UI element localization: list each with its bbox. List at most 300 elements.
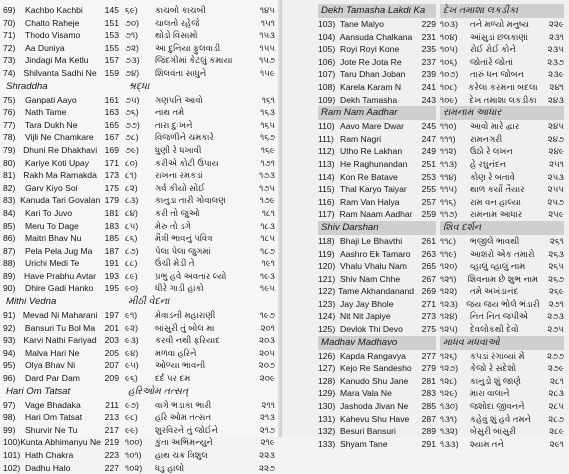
entry-page: ૧૫૫ bbox=[259, 42, 275, 53]
entry-number: ૧૧૯) bbox=[440, 248, 457, 259]
entry-title: Meru To Dage bbox=[25, 220, 79, 231]
entry-title: નાથ તમે bbox=[155, 107, 185, 118]
index-entry bbox=[440, 196, 564, 209]
entry-page: ૨૭૩ bbox=[547, 311, 564, 322]
index-entry bbox=[125, 94, 275, 107]
entry-number: 107) bbox=[318, 69, 336, 80]
section-heading: Shiv Darshan bbox=[318, 221, 436, 235]
entry-page: ૨૫૫ bbox=[547, 184, 564, 195]
entry-page: 201 bbox=[104, 322, 119, 333]
entry-title: ઉંચી મેડી તે bbox=[155, 258, 195, 269]
entry-title: શ્યામ તને bbox=[470, 438, 504, 449]
index-entry bbox=[318, 350, 436, 363]
index-entry bbox=[125, 194, 275, 207]
entry-number: ૮૬) bbox=[125, 233, 138, 244]
entry-title: દેવલોકથી દેવો bbox=[470, 324, 519, 335]
index-entry bbox=[125, 157, 275, 170]
entry-number: 99) bbox=[3, 424, 16, 435]
entry-number: ૧૧૩) bbox=[440, 158, 458, 169]
index-entry bbox=[3, 67, 119, 80]
entry-title: મેરુ તો ડગે bbox=[155, 220, 191, 231]
entry-page: ૨૩૫ bbox=[547, 44, 564, 55]
entry-number: 128) bbox=[318, 375, 336, 386]
entry-page: ૨૬૫ bbox=[548, 261, 564, 272]
index-entry bbox=[440, 43, 564, 56]
entry-page: ૨૬૯ bbox=[549, 286, 564, 297]
right-gujarati-index bbox=[440, 4, 564, 450]
entry-page: ૨૪૩ bbox=[547, 94, 564, 105]
entry-page: 277 bbox=[421, 350, 436, 361]
entry-page: 155 bbox=[104, 42, 119, 53]
entry-page: 253 bbox=[421, 171, 436, 182]
index-entry bbox=[318, 260, 436, 273]
index-entry bbox=[125, 119, 275, 132]
entry-number: ૧૦૪) bbox=[440, 31, 458, 42]
entry-title: ઉઠો રે લખન bbox=[470, 146, 513, 157]
entry-page: 251 bbox=[421, 158, 436, 169]
entry-page: 195 bbox=[104, 283, 119, 294]
index-entry bbox=[318, 133, 436, 146]
entry-number: ૮૦) bbox=[125, 157, 138, 168]
index-entry bbox=[440, 208, 564, 221]
entry-page: ૧૭૯ bbox=[259, 195, 275, 206]
entry-page: 257 bbox=[421, 196, 436, 207]
index-entry bbox=[125, 282, 275, 295]
index-entry bbox=[3, 372, 119, 385]
entry-title: હરિ ઓમ તત્સત bbox=[155, 412, 212, 423]
entry-number: 102) bbox=[3, 462, 21, 473]
entry-number: 72) bbox=[3, 42, 16, 53]
entry-title: Olya Bhav Ni bbox=[25, 360, 76, 371]
entry-number: 130) bbox=[318, 401, 336, 412]
index-entry bbox=[125, 424, 275, 437]
index-entry bbox=[318, 387, 436, 400]
entry-title: Kejo Re Sandesho bbox=[340, 363, 412, 374]
entry-number: ૧૧૦) bbox=[440, 121, 457, 132]
index-entry bbox=[125, 359, 275, 372]
index-entry bbox=[440, 235, 564, 248]
entry-title: Dhuni Re Dhakhavi bbox=[23, 144, 98, 155]
entry-number: ૮૨) bbox=[125, 182, 138, 193]
entry-page: ૨૩૭ bbox=[547, 56, 564, 67]
entry-number: ૧૦૨) bbox=[125, 462, 143, 473]
entry-page: 153 bbox=[104, 30, 119, 41]
entry-number: 111) bbox=[318, 133, 334, 144]
index-entry bbox=[440, 425, 564, 438]
entry-page: ૧૯૭ bbox=[259, 310, 275, 321]
entry-page: 271 bbox=[421, 298, 436, 309]
entry-title: Vage Bhadaka bbox=[25, 399, 81, 410]
entry-number: 90) bbox=[3, 283, 16, 294]
entry-number: 96) bbox=[3, 373, 16, 384]
entry-page: ૧૫૩ bbox=[259, 30, 275, 41]
entry-number: ૧૦૬) bbox=[440, 56, 458, 67]
entry-title: કાચબો કાચબી bbox=[155, 5, 206, 15]
section-heading: મીઠી વેદના bbox=[128, 296, 170, 308]
entry-title: મૈત્રી ભાવનું પવિત્ર bbox=[155, 233, 213, 244]
entry-title: કાનુડા તારી ગોવાલણ bbox=[155, 195, 226, 206]
entry-title: Nath Tame bbox=[25, 107, 67, 118]
entry-number: ૭૦) bbox=[125, 17, 140, 28]
index-entry bbox=[318, 31, 436, 44]
entry-title: જય જય ભોલે ભંડારી bbox=[466, 298, 540, 309]
entry-number: 71) bbox=[3, 30, 16, 41]
entry-number: 113) bbox=[318, 158, 335, 169]
index-entry bbox=[3, 436, 119, 449]
entry-title: શિવનામ છે શુભ નામ bbox=[467, 273, 539, 284]
index-entry bbox=[318, 438, 436, 451]
entry-title: ધુણી રે ધખાવી bbox=[155, 144, 202, 155]
entry-title: Ram Nagri bbox=[340, 133, 382, 144]
entry-number: 92) bbox=[3, 322, 16, 333]
index-entry bbox=[125, 220, 275, 233]
index-entry bbox=[318, 208, 436, 221]
entry-title: Urichi Medi Te bbox=[25, 258, 80, 269]
index-entry bbox=[440, 298, 564, 311]
index-entry bbox=[318, 81, 436, 94]
index-entry bbox=[440, 310, 564, 323]
entry-title: Vhalu Vhalu Nam bbox=[340, 261, 407, 272]
entry-number: 69) bbox=[3, 5, 16, 15]
entry-number: ૧૩૧) bbox=[440, 413, 458, 424]
entry-title: Nit Nit Japiye bbox=[340, 311, 391, 322]
entry-number: 115) bbox=[318, 184, 335, 195]
entry-page: ૨૮૧ bbox=[550, 375, 564, 386]
index-entry bbox=[3, 131, 119, 144]
entry-title: Aa Duniya bbox=[25, 42, 65, 53]
entry-page: ૨૫૧ bbox=[549, 158, 564, 169]
entry-number: ૭૨) bbox=[125, 42, 139, 53]
entry-number: ૧૨૬) bbox=[440, 350, 457, 361]
entry-page: ૧૮૫ bbox=[260, 233, 275, 244]
entry-page: ૧૫૭ bbox=[259, 55, 275, 66]
index-entry bbox=[3, 17, 119, 30]
entry-title: Bansuri Tu Bol Ma bbox=[24, 322, 96, 333]
entry-number: ૭૮) bbox=[125, 132, 139, 143]
index-entry bbox=[318, 171, 436, 184]
index-entry bbox=[3, 220, 119, 233]
entry-number: 133) bbox=[318, 438, 336, 449]
entry-title: Rakh Ma Ramakda bbox=[23, 170, 97, 181]
entry-title: Jay Jay Bhole bbox=[340, 298, 394, 309]
entry-page: 281 bbox=[421, 375, 436, 386]
entry-page: ૨૬૩ bbox=[548, 248, 564, 259]
entry-title: કોણ રે બતાવે bbox=[470, 171, 515, 182]
entry-number: ૧૦૧) bbox=[125, 450, 142, 460]
index-entry bbox=[125, 169, 275, 182]
entry-title: ચાલતો રહેજે bbox=[155, 17, 200, 28]
entry-number: 116) bbox=[318, 196, 335, 207]
index-entry bbox=[3, 106, 119, 119]
entry-page: ૨૮૫ bbox=[548, 401, 564, 412]
entry-number: ૯૮) bbox=[125, 412, 138, 423]
index-entry bbox=[3, 194, 119, 207]
index-entry bbox=[318, 18, 436, 31]
entry-page: ૧૬૧ bbox=[261, 94, 275, 105]
entry-number: 124) bbox=[318, 311, 336, 322]
entry-title: મારા વાલાને bbox=[470, 388, 510, 399]
index-entry bbox=[3, 359, 119, 372]
entry-title: He Raghunandan bbox=[340, 158, 408, 169]
index-entry bbox=[440, 120, 564, 133]
entry-title: Maitri Bhav Nu bbox=[25, 233, 82, 244]
entry-page: 197 bbox=[104, 310, 119, 321]
index-entry bbox=[3, 207, 119, 220]
index-entry bbox=[3, 144, 119, 157]
entry-number: 95) bbox=[3, 360, 16, 371]
index-entry bbox=[318, 413, 436, 426]
index-entry bbox=[440, 400, 564, 413]
entry-title: Tane Malyo bbox=[340, 19, 384, 29]
index-entry bbox=[318, 375, 436, 388]
entry-title: Royi Royi Kone bbox=[340, 44, 400, 55]
section-heading: Hari Om Tatsat bbox=[6, 385, 71, 397]
index-entry bbox=[3, 157, 119, 170]
entry-number: ૧૨૮) bbox=[440, 375, 457, 386]
entry-title: Devlok Thi Devo bbox=[340, 324, 403, 335]
entry-number: ૧૦૮) bbox=[440, 81, 457, 92]
entry-number: ૮૪) bbox=[125, 207, 138, 218]
entry-number: 127) bbox=[318, 363, 336, 374]
entry-number: 117) bbox=[318, 209, 335, 220]
entry-page: 235 bbox=[421, 44, 436, 55]
index-entry bbox=[318, 248, 436, 261]
entry-page: ૨૩૯ bbox=[548, 69, 564, 80]
index-entry bbox=[125, 232, 275, 245]
entry-title: હાથ ચક્ર ત્રિશુલ bbox=[155, 450, 208, 460]
entry-number: 86) bbox=[3, 233, 16, 244]
index-entry bbox=[318, 196, 436, 209]
entry-title: ધીરે ગાડી હાંકો bbox=[155, 283, 204, 294]
entry-number: 93) bbox=[3, 335, 16, 346]
index-entry bbox=[3, 449, 119, 462]
entry-page: 185 bbox=[104, 233, 119, 244]
right-page bbox=[282, 0, 569, 449]
entry-page: 169 bbox=[104, 144, 119, 155]
entry-title: પેલા પેલા જુગમાં bbox=[155, 245, 211, 256]
entry-number: ૧૨૭) bbox=[440, 363, 459, 374]
index-entry bbox=[3, 282, 119, 295]
index-entry bbox=[125, 347, 275, 360]
entry-page: ૧૬૩ bbox=[260, 107, 275, 118]
entry-title: વાગે ભડાકા ભારી bbox=[155, 399, 212, 410]
entry-page: 287 bbox=[421, 413, 436, 424]
entry-number: 84) bbox=[3, 207, 16, 218]
entry-title: Hari Om Tatsat bbox=[25, 412, 83, 423]
entry-page: ૧૯૧ bbox=[261, 258, 275, 269]
entry-number: 101) bbox=[3, 450, 21, 460]
entry-number: ૭૬) bbox=[125, 107, 139, 118]
entry-page: ૧૬૭ bbox=[260, 132, 275, 143]
index-entry bbox=[125, 131, 275, 144]
index-entry bbox=[318, 120, 436, 133]
entry-title: રામનગરી bbox=[470, 133, 503, 144]
entry-title: ધડુ હાલો bbox=[155, 462, 185, 473]
entry-number: ૧૨૧) bbox=[440, 273, 457, 284]
entry-title: તારા દુઃખને bbox=[155, 119, 193, 130]
entry-title: Mevad Ni Maharani bbox=[22, 310, 98, 321]
entry-title: Bhaji Le Bhavthi bbox=[340, 235, 403, 246]
entry-page: 275 bbox=[421, 324, 436, 335]
entry-number: ૧૦૯) bbox=[440, 94, 458, 105]
entry-number: 79) bbox=[3, 144, 16, 155]
entry-number: ૯૩) bbox=[125, 335, 139, 346]
entry-title: Vijli Ne Chamkare bbox=[25, 132, 94, 143]
section-heading: Shraddha bbox=[6, 80, 48, 92]
index-entry bbox=[440, 171, 564, 184]
entry-page: 227 bbox=[104, 462, 119, 473]
section-heading: શ્રદ્ધા bbox=[128, 80, 150, 92]
entry-page: 243 bbox=[421, 94, 436, 105]
entry-page: ૨૭૫ bbox=[547, 324, 564, 335]
entry-number: 89) bbox=[3, 270, 16, 281]
entry-number: 119) bbox=[318, 248, 335, 259]
entry-title: Aavo Mare Dwar bbox=[340, 121, 404, 132]
entry-number: ૭૭) bbox=[125, 119, 140, 130]
entry-title: વિજળીને ચમકારે bbox=[155, 132, 214, 143]
entry-title: રોઈ રોઈ કોને bbox=[470, 44, 516, 55]
entry-number: 87) bbox=[3, 245, 16, 256]
entry-page: 179 bbox=[104, 195, 119, 206]
entry-page: 285 bbox=[421, 401, 436, 412]
entry-number: 74) bbox=[3, 67, 16, 78]
entry-page: ૨૪૯ bbox=[548, 146, 564, 157]
entry-number: 114) bbox=[318, 171, 335, 182]
entry-title: Kon Re Batave bbox=[340, 171, 398, 182]
entry-number: 88) bbox=[3, 258, 16, 269]
index-entry bbox=[318, 56, 436, 69]
entry-page: ૨૪૫ bbox=[547, 121, 564, 132]
entry-number: ૧૨૩) bbox=[440, 298, 458, 309]
entry-page: ૨૦૩ bbox=[259, 335, 275, 346]
entry-page: ૧૮૧ bbox=[261, 207, 275, 218]
section-heading: માધવ મધવાઓ bbox=[440, 336, 564, 350]
entry-page: ૧૭૫ bbox=[259, 182, 275, 193]
section-heading: શિવ દર્શન bbox=[440, 221, 564, 235]
entry-number: ૯૧) bbox=[125, 310, 138, 321]
entry-number: ૧૧૭) bbox=[440, 209, 458, 220]
entry-title: Kanuda Tari Govalan bbox=[20, 195, 101, 206]
index-entry bbox=[318, 158, 436, 171]
right-english-index bbox=[318, 4, 436, 450]
entry-number: ૯૬) bbox=[125, 373, 138, 384]
entry-title: નિત નિત જપીએ bbox=[470, 311, 529, 322]
entry-page: ૨૧૧ bbox=[261, 399, 275, 410]
index-entry bbox=[440, 387, 564, 400]
entry-number: 73) bbox=[3, 55, 16, 66]
entry-page: ૧૮૩ bbox=[260, 220, 275, 231]
entry-number: 104) bbox=[318, 31, 336, 42]
entry-title: બાંસુરી તું બોલ મા bbox=[155, 322, 215, 333]
entry-number: 77) bbox=[3, 119, 16, 130]
entry-title: જોતાંરે જોતાં bbox=[470, 56, 513, 67]
entry-page: ૨૮૭ bbox=[548, 413, 564, 424]
entry-number: 108) bbox=[318, 81, 336, 92]
entry-title: Kari To Juvo bbox=[25, 207, 73, 218]
entry-number: ૯૯) bbox=[125, 424, 139, 435]
index-entry bbox=[3, 54, 119, 67]
entry-number: ૮૫) bbox=[125, 220, 139, 231]
index-entry bbox=[318, 362, 436, 375]
entry-page: ૨૯૧ bbox=[549, 438, 564, 449]
entry-number: ૧૦૩) bbox=[440, 19, 458, 29]
entry-title: Kanudo Shu Jane bbox=[340, 375, 409, 386]
entry-title: થાળ કર્યો તૈયાર bbox=[470, 184, 525, 195]
entry-page: 151 bbox=[104, 17, 119, 28]
entry-page: ૨૧૭ bbox=[259, 424, 275, 435]
entry-number: 110) bbox=[318, 121, 335, 132]
index-entry bbox=[3, 182, 119, 195]
entry-title: હે રઘુનંદન bbox=[470, 158, 507, 169]
entry-page: 219 bbox=[104, 437, 119, 448]
entry-page: ૨૮૯ bbox=[549, 426, 564, 437]
entry-page: ૨૦૯ bbox=[259, 373, 275, 384]
entry-title: આંસુડાં છલકાણાં bbox=[470, 31, 529, 42]
entry-title: કરીએ કોટી ઉપાય bbox=[155, 157, 219, 168]
entry-number: ૧૨૨) bbox=[440, 286, 458, 297]
entry-title: Tame Akhandanand bbox=[338, 286, 415, 297]
entry-title: વ્હાલું વ્હાલું નામ bbox=[470, 261, 526, 272]
entry-title: Tara Dukh Ne bbox=[25, 119, 78, 130]
index-entry bbox=[440, 81, 564, 94]
entry-page: ૨૦૧ bbox=[260, 322, 275, 333]
entry-number: ૧૧૬) bbox=[440, 196, 457, 207]
index-entry bbox=[318, 323, 436, 336]
index-entry bbox=[125, 182, 275, 195]
entry-title: કુંતા અભિમન્યુને bbox=[155, 437, 213, 448]
entry-number: ૯૨) bbox=[125, 322, 138, 333]
entry-page: ૨૮૩ bbox=[548, 388, 564, 399]
entry-title: કપડાં રંગાવ્યાં મેં bbox=[470, 350, 525, 361]
index-entry bbox=[318, 183, 436, 196]
entry-title: બેસુરી બાંસુરી bbox=[470, 426, 517, 437]
index-entry bbox=[440, 285, 564, 298]
entry-number: ૭૯) bbox=[125, 144, 139, 155]
entry-page: ૨૫૯ bbox=[548, 209, 564, 220]
entry-page: 205 bbox=[104, 347, 119, 358]
index-entry bbox=[3, 462, 119, 474]
entry-number: ૮૭) bbox=[125, 245, 139, 256]
entry-number: ૧૨૯) bbox=[440, 388, 458, 399]
index-entry bbox=[125, 54, 275, 67]
entry-title: Dhire Gadi Hanko bbox=[25, 283, 94, 294]
index-entry bbox=[440, 438, 564, 451]
left-gujarati-index bbox=[125, 4, 275, 474]
entry-title: Utho Re Lakhan bbox=[340, 146, 403, 157]
index-entry bbox=[440, 56, 564, 69]
entry-title: મળવા હરિને bbox=[155, 347, 197, 358]
index-entry bbox=[3, 119, 119, 132]
entry-title: કાનુડો શું જાણે bbox=[470, 375, 521, 386]
index-entry bbox=[318, 273, 436, 286]
index-entry bbox=[318, 145, 436, 158]
entry-page: 223 bbox=[104, 450, 119, 460]
index-entry bbox=[318, 235, 436, 248]
index-entry bbox=[125, 257, 275, 270]
index-entry bbox=[440, 248, 564, 261]
entry-number: 120) bbox=[318, 261, 336, 272]
entry-page: ૨૭૧ bbox=[548, 298, 564, 309]
entry-title: Malva Hari Ne bbox=[25, 347, 80, 358]
entry-page: ૧૬૯ bbox=[260, 144, 275, 155]
index-entry bbox=[125, 207, 275, 220]
entry-title: Kapda Rangavya bbox=[340, 350, 406, 361]
entry-page: ૧૫૧ bbox=[260, 17, 275, 28]
entry-number: 112) bbox=[318, 146, 335, 157]
index-entry bbox=[3, 4, 119, 17]
left-page bbox=[0, 0, 282, 473]
entry-title: Karela Karam N bbox=[340, 81, 402, 92]
